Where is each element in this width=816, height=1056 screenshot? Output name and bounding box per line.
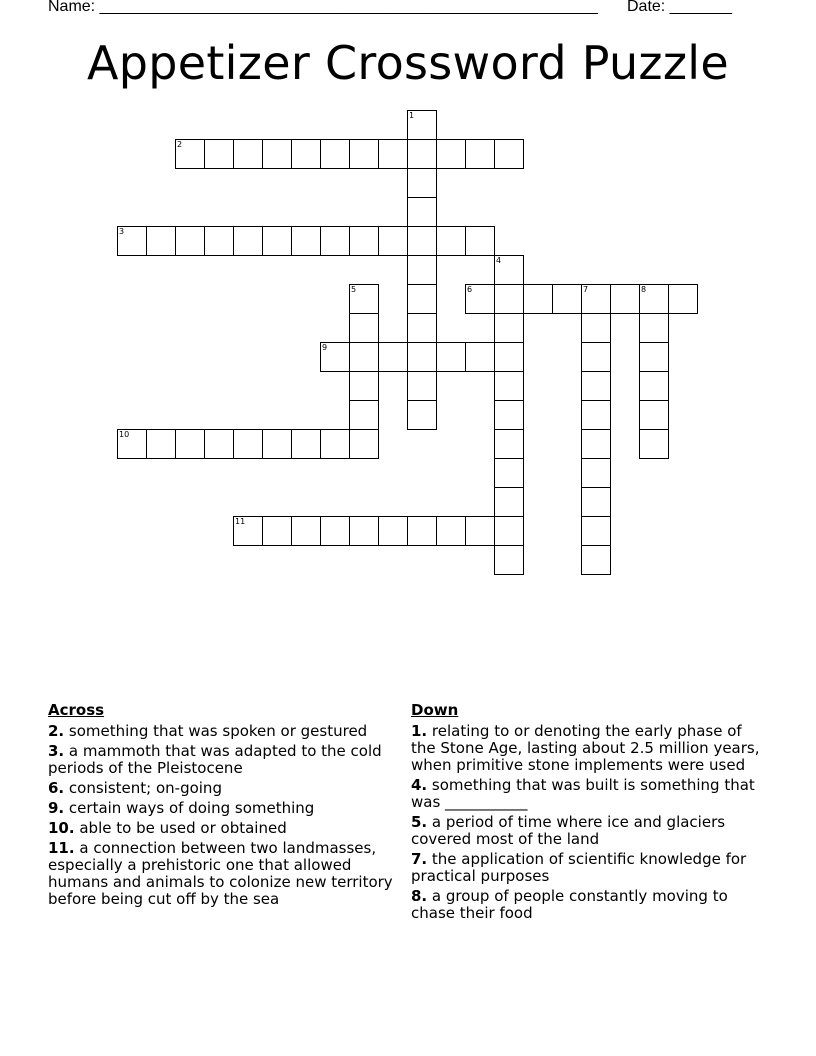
grid-cell[interactable] (639, 342, 669, 372)
grid-cell[interactable] (494, 342, 524, 372)
grid-cell[interactable] (349, 371, 379, 401)
clue-text: able to be used or obtained (79, 819, 287, 837)
grid-cell[interactable] (494, 255, 524, 285)
clue-text: certain ways of doing something (68, 799, 315, 817)
grid-cell[interactable] (407, 371, 437, 401)
grid-cell[interactable] (291, 516, 321, 546)
grid-cell[interactable] (407, 255, 437, 285)
grid-cell[interactable] (262, 139, 292, 169)
grid-cell[interactable] (233, 226, 263, 256)
grid-cell[interactable] (320, 226, 350, 256)
clue-number: 4. (411, 776, 428, 794)
grid-cell[interactable] (175, 226, 205, 256)
clue-number-label: 11 (235, 517, 246, 526)
grid-cell[interactable] (465, 284, 495, 314)
clue-across-6 (48, 780, 400, 797)
grid-cell[interactable] (552, 284, 582, 314)
clue-across-3 (48, 743, 400, 777)
grid-cell[interactable] (581, 342, 611, 372)
grid-cell[interactable] (581, 429, 611, 459)
clue-across-2 (48, 723, 400, 740)
grid-cell[interactable] (639, 284, 669, 314)
grid-cell[interactable] (494, 429, 524, 459)
clue-number-label: 4 (496, 256, 502, 265)
grid-cell[interactable] (494, 458, 524, 488)
clue-text: something that was spoken or gestured (68, 722, 368, 740)
grid-cell[interactable] (581, 371, 611, 401)
grid-cell[interactable] (407, 284, 437, 314)
clue-down-4 (411, 777, 763, 811)
name-line[interactable]: Name: ________________________________________________________ (48, 0, 598, 15)
grid-cell[interactable] (494, 400, 524, 430)
down-heading: Down (411, 701, 459, 719)
grid-cell[interactable] (349, 313, 379, 343)
grid-cell[interactable] (349, 400, 379, 430)
grid-cell[interactable] (117, 429, 147, 459)
grid-cell[interactable] (320, 429, 350, 459)
grid-cell[interactable] (494, 516, 524, 546)
grid-cell[interactable] (581, 516, 611, 546)
grid-cell[interactable] (291, 139, 321, 169)
grid-cell[interactable] (581, 313, 611, 343)
page-title: Appetizer Crossword Puzzle (86, 36, 729, 90)
clue-across-10 (48, 820, 400, 837)
clue-number: 1. (411, 722, 428, 740)
grid-cell[interactable] (494, 284, 524, 314)
grid-cell[interactable] (146, 226, 176, 256)
grid-cell[interactable] (610, 284, 640, 314)
grid-cell[interactable] (291, 226, 321, 256)
grid-cell[interactable] (494, 139, 524, 169)
grid-cell[interactable] (407, 197, 437, 227)
clue-number: 6. (48, 779, 65, 797)
grid-cell[interactable] (407, 400, 437, 430)
grid-cell[interactable] (581, 400, 611, 430)
grid-cell[interactable] (378, 226, 408, 256)
clue-text: consistent; on-going (68, 779, 222, 797)
clue-across-9 (48, 800, 400, 817)
grid-cell[interactable] (407, 516, 437, 546)
clue-number-label: 10 (119, 430, 130, 439)
grid-cell[interactable] (204, 226, 234, 256)
grid-cell[interactable] (581, 284, 611, 314)
grid-cell[interactable] (436, 139, 466, 169)
grid-cell[interactable] (320, 516, 350, 546)
grid-cell[interactable] (175, 429, 205, 459)
grid-cell[interactable] (407, 168, 437, 198)
grid-cell[interactable] (262, 429, 292, 459)
clue-down-7 (411, 851, 763, 885)
clue-text: relating to or denoting the early phase of the Stone Age, lasting about 2.5 million years, when primitive stone implements were used (411, 722, 760, 774)
clue-text: a mammoth that was adapted to the cold periods of the Pleistocene (48, 742, 382, 777)
grid-cell[interactable] (639, 400, 669, 430)
clue-down-8 (411, 888, 763, 922)
across-clues (48, 702, 400, 911)
grid-cell[interactable] (349, 342, 379, 372)
clue-text: a period of time where ice and glaciers covered most of the land (411, 813, 726, 848)
grid-cell[interactable] (407, 226, 437, 256)
clue-number-label: 6 (467, 285, 473, 294)
clue-down-1 (411, 723, 763, 774)
clue-text: something that was built is something that was ___________ (411, 776, 755, 811)
grid-cell[interactable] (494, 487, 524, 517)
clue-number-label: 7 (583, 285, 589, 294)
grid-cell[interactable] (233, 139, 263, 169)
grid-cell[interactable] (523, 284, 553, 314)
grid-cell[interactable] (639, 429, 669, 459)
clue-number: 10. (48, 819, 75, 837)
grid-cell[interactable] (436, 226, 466, 256)
grid-cell[interactable] (320, 342, 350, 372)
grid-cell[interactable] (494, 313, 524, 343)
clue-number: 2. (48, 722, 65, 740)
grid-cell[interactable] (378, 342, 408, 372)
grid-cell[interactable] (146, 429, 176, 459)
grid-cell[interactable] (407, 313, 437, 343)
clue-text: a group of people constantly moving to chase their food (411, 887, 728, 922)
grid-cell[interactable] (668, 284, 698, 314)
grid-cell[interactable] (494, 545, 524, 575)
grid-cell[interactable] (436, 342, 466, 372)
grid-cell[interactable] (436, 516, 466, 546)
grid-cell[interactable] (465, 226, 495, 256)
clue-number: 11. (48, 839, 75, 857)
grid-cell[interactable] (494, 371, 524, 401)
clue-number: 7. (411, 850, 428, 868)
grid-cell[interactable] (639, 313, 669, 343)
grid-cell[interactable] (204, 429, 234, 459)
grid-cell[interactable] (465, 139, 495, 169)
clue-number: 5. (411, 813, 428, 831)
grid-cell[interactable] (291, 429, 321, 459)
grid-cell[interactable] (378, 516, 408, 546)
clue-down-5 (411, 814, 763, 848)
grid-cell[interactable] (639, 371, 669, 401)
grid-cell[interactable] (262, 516, 292, 546)
grid-cell[interactable] (407, 139, 437, 169)
grid-cell[interactable] (465, 342, 495, 372)
grid-cell[interactable] (581, 545, 611, 575)
grid-cell[interactable] (262, 226, 292, 256)
grid-cell[interactable] (581, 487, 611, 517)
clue-number-label: 1 (409, 111, 415, 120)
across-heading: Across (48, 701, 105, 719)
grid-cell[interactable] (349, 139, 379, 169)
down-clues (411, 702, 763, 925)
grid-cell[interactable] (378, 139, 408, 169)
clue-number-label: 2 (177, 140, 183, 149)
clue-number-label: 3 (119, 227, 125, 236)
grid-cell[interactable] (320, 139, 350, 169)
clue-number-label: 5 (351, 285, 357, 294)
grid-cell[interactable] (349, 226, 379, 256)
grid-cell[interactable] (465, 516, 495, 546)
clue-text: a connection between two landmasses, especially a prehistoric one that allowed humans and animals to colonize new territory before being cut off by the sea (48, 839, 393, 908)
clue-number: 9. (48, 799, 65, 817)
grid-cell[interactable] (233, 516, 263, 546)
grid-cell[interactable] (349, 516, 379, 546)
clue-number: 8. (411, 887, 428, 905)
grid-cell[interactable] (233, 429, 263, 459)
grid-cell[interactable] (349, 284, 379, 314)
grid-cell[interactable] (407, 342, 437, 372)
grid-cell[interactable] (349, 429, 379, 459)
clue-across-11 (48, 840, 400, 908)
grid-cell[interactable] (581, 458, 611, 488)
clue-number-label: 9 (322, 343, 328, 352)
grid-cell[interactable] (407, 110, 437, 140)
grid-cell[interactable] (117, 226, 147, 256)
date-line[interactable]: Date: _______ (627, 0, 732, 15)
grid-cell[interactable] (175, 139, 205, 169)
clue-number-label: 8 (641, 285, 647, 294)
grid-cell[interactable] (204, 139, 234, 169)
clue-number: 3. (48, 742, 65, 760)
clue-text: the application of scientific knowledge for practical purposes (411, 850, 747, 885)
